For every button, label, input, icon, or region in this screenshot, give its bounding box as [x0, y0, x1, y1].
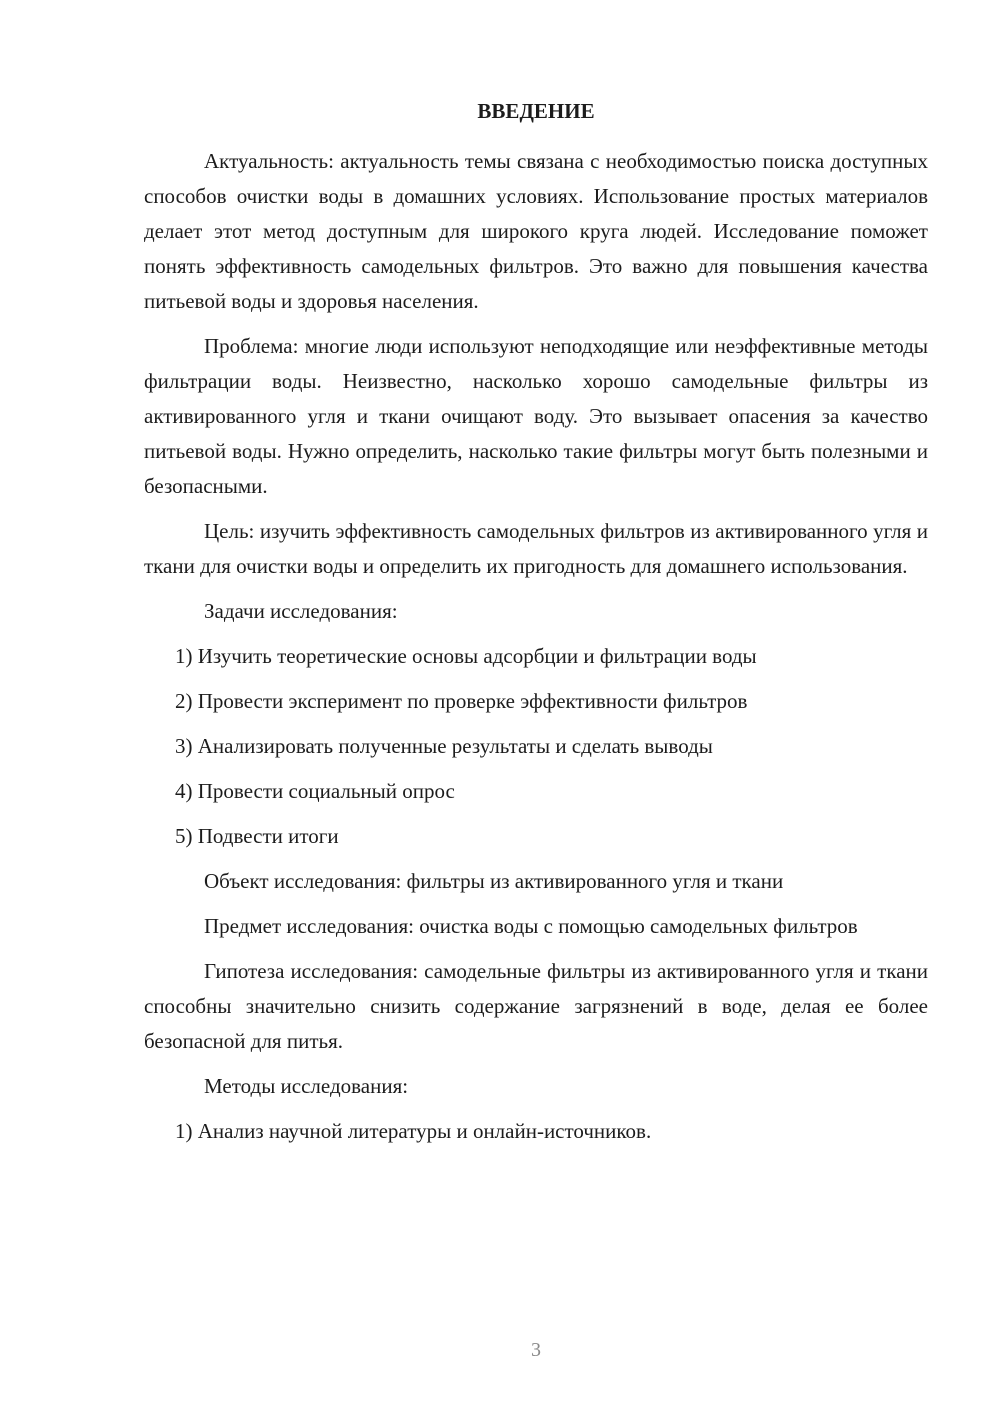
list-item: 3) Анализировать полученные результаты и сделать выводы — [175, 734, 713, 758]
list-item: 1) Анализ научной литературы и онлайн-источников. — [175, 1119, 652, 1143]
list-item: 2) Провести эксперимент по проверке эффективности фильтров — [175, 689, 748, 713]
document-body — [144, 144, 928, 1149]
paragraph-hypothesis: Гипотеза исследования: самодельные фильтры из активированного угля и ткани способны значительно снизить содержание загрязнений в воде, делая ее более безопасной для питья. — [144, 959, 928, 1053]
tasks-list — [144, 639, 928, 854]
list-item: 4) Провести социальный опрос — [175, 779, 455, 803]
tasks-heading: Задачи исследования: — [204, 599, 398, 623]
page-number: 3 — [531, 1339, 541, 1361]
page-title: ВВЕДЕНИЕ — [477, 99, 595, 123]
methods-heading: Методы исследования: — [204, 1074, 409, 1098]
paragraph-goal: Цель: изучить эффективность самодельных фильтров из активированного угля и ткани для очистки воды и определить их пригодность для домашнего использования. — [144, 519, 928, 578]
paragraph-problem: Проблема: многие люди используют неподходящие или неэффективные методы фильтрации воды. Неизвестно, насколько хорошо самодельные фильтры из активированного угля и ткани очищают воду. Это вызывает опасения за качество питьевой воды. Нужно определить, насколько такие фильтры могут быть полезными и безопасными. — [144, 334, 928, 498]
paragraph-relevance: Актуальность: актуальность темы связана с необходимостью поиска доступных способов очистки воды в домашних условиях. Использование простых материалов делает этот метод доступным для широкого круга людей. Исследование поможет понять эффективность самодельных фильтров. Это важно для повышения качества питьевой воды и здоровья населения. — [144, 149, 928, 313]
paragraph-object: Объект исследования: фильтры из активированного угля и ткани — [204, 869, 784, 893]
paragraph-subject: Предмет исследования: очистка воды с помощью самодельных фильтров — [204, 914, 858, 938]
list-item: 5) Подвести итоги — [175, 824, 339, 848]
methods-list — [144, 1114, 928, 1149]
list-item: 1) Изучить теоретические основы адсорбции и фильтрации воды — [175, 644, 757, 668]
